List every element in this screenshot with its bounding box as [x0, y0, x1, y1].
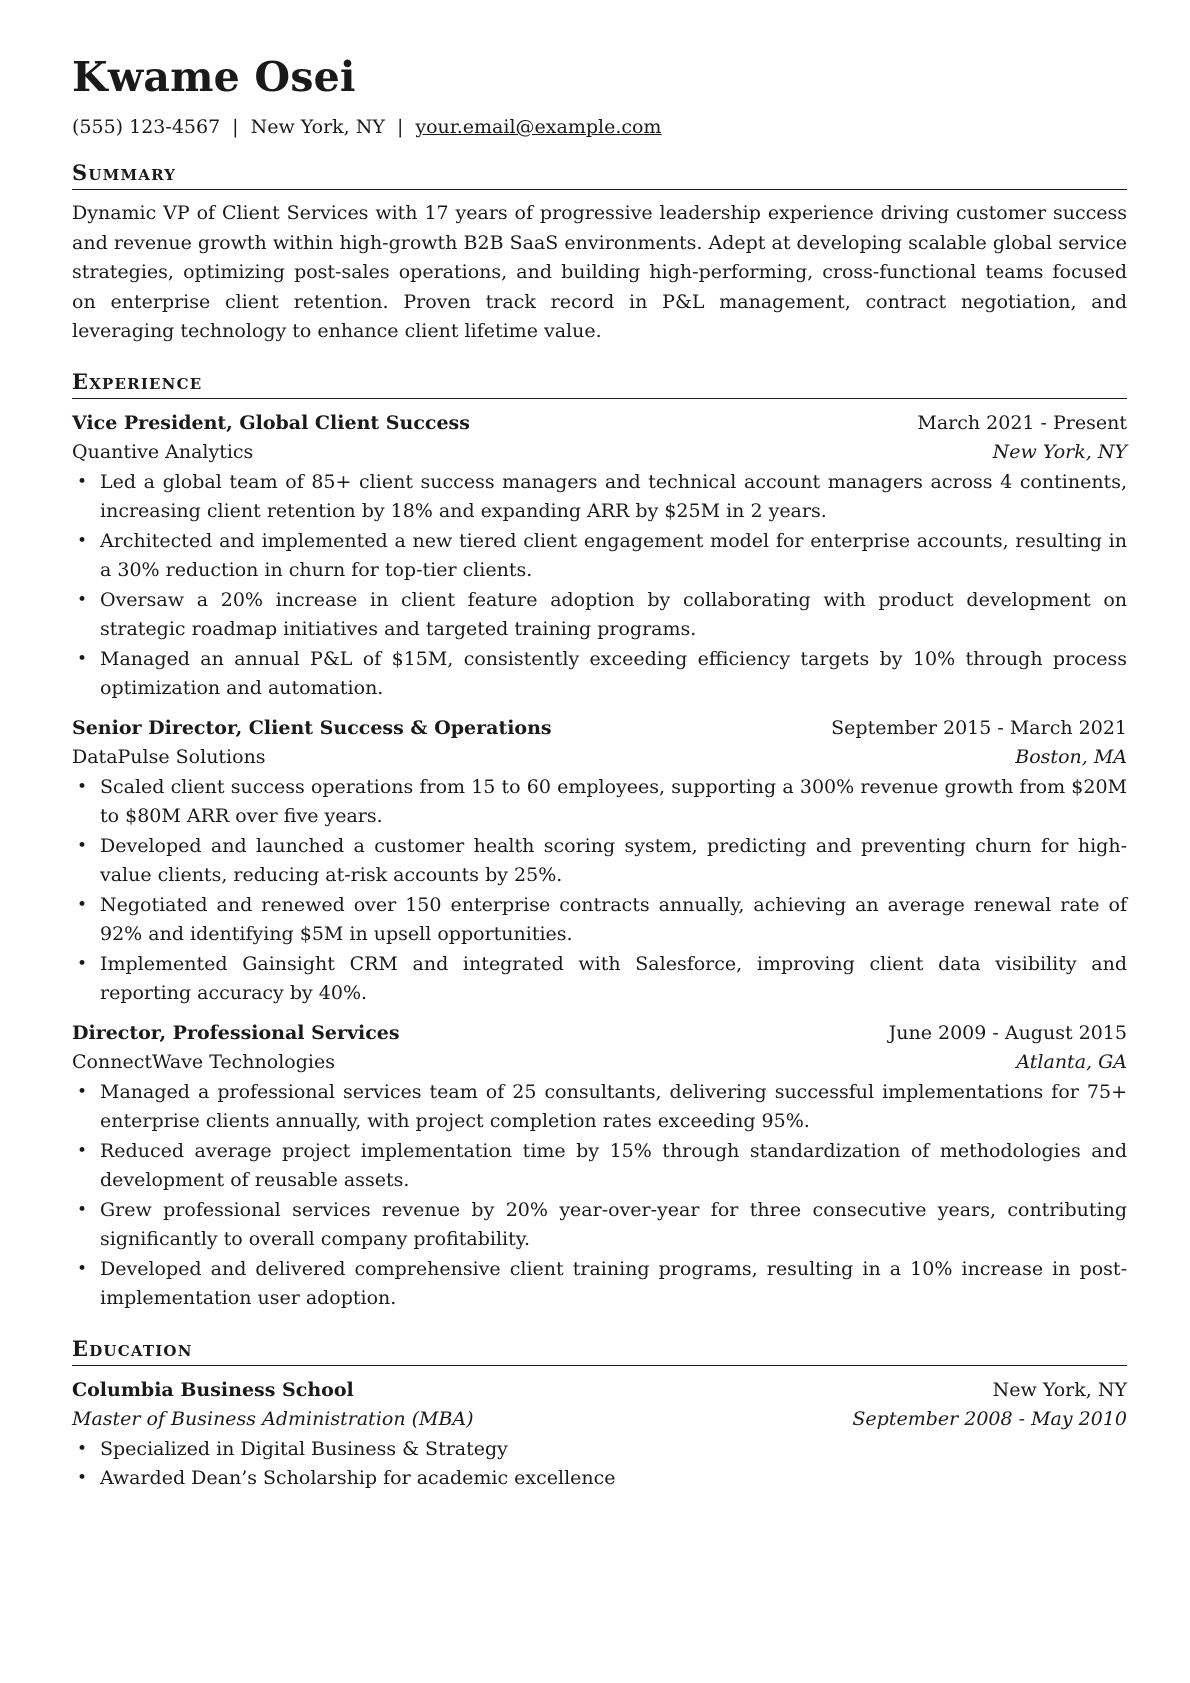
job-title: Director, Professional Services	[72, 1021, 400, 1044]
education-entry	[72, 1376, 1127, 1494]
separator: |	[232, 116, 239, 138]
bullet-item: • Oversaw a 20% increase in client feature adoption by collaborating with product development on strategic roadmap initiatives and targeted training programs.	[72, 586, 1127, 645]
job-dates: March 2021 - Present	[917, 411, 1127, 434]
education-subheader	[72, 1405, 1127, 1435]
job-bullets	[72, 773, 1127, 1009]
bullet-item: • Managed an annual P&L of $15M, consistently exceeding efficiency targets by 10% through process optimization and automation.	[72, 645, 1127, 704]
education-dates: September 2008 - May 2010	[852, 1408, 1127, 1430]
separator: |	[396, 116, 404, 138]
bullet-item: • Developed and delivered comprehensive client training programs, resulting in a 10% increase in post-implementation user adoption.	[72, 1255, 1127, 1314]
resume-page	[72, 52, 1127, 1494]
bullet-item: • Specialized in Digital Business & Strategy	[72, 1435, 1127, 1465]
job-subheader	[72, 1048, 1127, 1078]
contact-line	[72, 114, 1127, 140]
bullet-item: • Reduced average project implementation time by 15% through standardization of methodologies and development of reusable assets.	[72, 1137, 1127, 1196]
location: New York, NY	[250, 116, 385, 138]
job-header	[72, 714, 1127, 744]
company-name: ConnectWave Technologies	[72, 1051, 335, 1073]
education-bullets	[72, 1435, 1127, 1494]
school-location: New York, NY	[992, 1378, 1127, 1401]
bullet-item: • Grew professional services revenue by 20% year-over-year for three consecutive years, contributing significantly to overall company profitability.	[72, 1196, 1127, 1255]
degree-name: Master of Business Administration (MBA)	[72, 1408, 474, 1430]
job-entry	[72, 1019, 1127, 1314]
bullet-item: • Architected and implemented a new tiered client engagement model for enterprise accounts, resulting in a 30% reduction in churn for top-tier clients.	[72, 527, 1127, 586]
job-header	[72, 409, 1127, 439]
job-dates: September 2015 - March 2021	[831, 716, 1127, 739]
bullet-item: • Managed a professional services team of 25 consultants, delivering successful implementations for 75+ enterprise clients annually, with project completion rates exceeding 95%.	[72, 1078, 1127, 1137]
bullet-item: • Developed and launched a customer health scoring system, predicting and preventing churn for high-value clients, reducing at-risk accounts by 25%.	[72, 832, 1127, 891]
job-location: Atlanta, GA	[1016, 1051, 1127, 1073]
job-bullets	[72, 468, 1127, 704]
summary-text: Dynamic VP of Client Services with 17 years of progressive leadership experience driving customer success and revenue growth within high-growth B2B SaaS environments. Adept at developing scalable global service strategies, optimizing post-sales operations, and building high-performing, cross-functional teams focused on enterprise client retention. Proven track record in P&L management, contract negotiation, and leveraging technology to enhance client lifetime value.	[72, 202, 1127, 342]
company-name: Quantive Analytics	[72, 441, 254, 463]
bullet-item: • Negotiated and renewed over 150 enterprise contracts annually, achieving an average renewal rate of 92% and identifying $5M in upsell opportunities.	[72, 891, 1127, 950]
job-location: Boston, MA	[1015, 746, 1127, 768]
phone-number: (555) 123-4567	[72, 116, 221, 138]
school-name: Columbia Business School	[72, 1378, 354, 1401]
education-heading: Education	[72, 1336, 1127, 1366]
experience-heading: Experience	[72, 369, 1127, 399]
bullet-item: • Awarded Dean’s Scholarship for academic excellence	[72, 1464, 1127, 1494]
job-location: New York, NY	[992, 441, 1127, 463]
job-entry	[72, 409, 1127, 704]
education-header	[72, 1376, 1127, 1406]
job-dates: June 2009 - August 2015	[888, 1021, 1127, 1044]
company-name: DataPulse Solutions	[72, 746, 266, 768]
email-link[interactable]: your.email@example.com	[415, 116, 662, 138]
job-title: Senior Director, Client Success & Operations	[72, 716, 552, 739]
job-header	[72, 1019, 1127, 1049]
bullet-item: • Scaled client success operations from 15 to 60 employees, supporting a 300% revenue growth from $20M to $80M ARR over five years.	[72, 773, 1127, 832]
job-subheader	[72, 743, 1127, 773]
bullet-item: • Implemented Gainsight CRM and integrated with Salesforce, improving client data visibility and reporting accuracy by 40%.	[72, 950, 1127, 1009]
candidate-name: Kwame Osei	[72, 53, 356, 101]
job-subheader	[72, 438, 1127, 468]
job-entry	[72, 714, 1127, 1009]
job-title: Vice President, Global Client Success	[72, 411, 470, 434]
summary-heading: Summary	[72, 160, 1127, 190]
bullet-item: • Led a global team of 85+ client success managers and technical account managers across 4 continents, increasing client retention by 18% and expanding ARR by $25M in 2 years.	[72, 468, 1127, 527]
job-bullets	[72, 1078, 1127, 1314]
